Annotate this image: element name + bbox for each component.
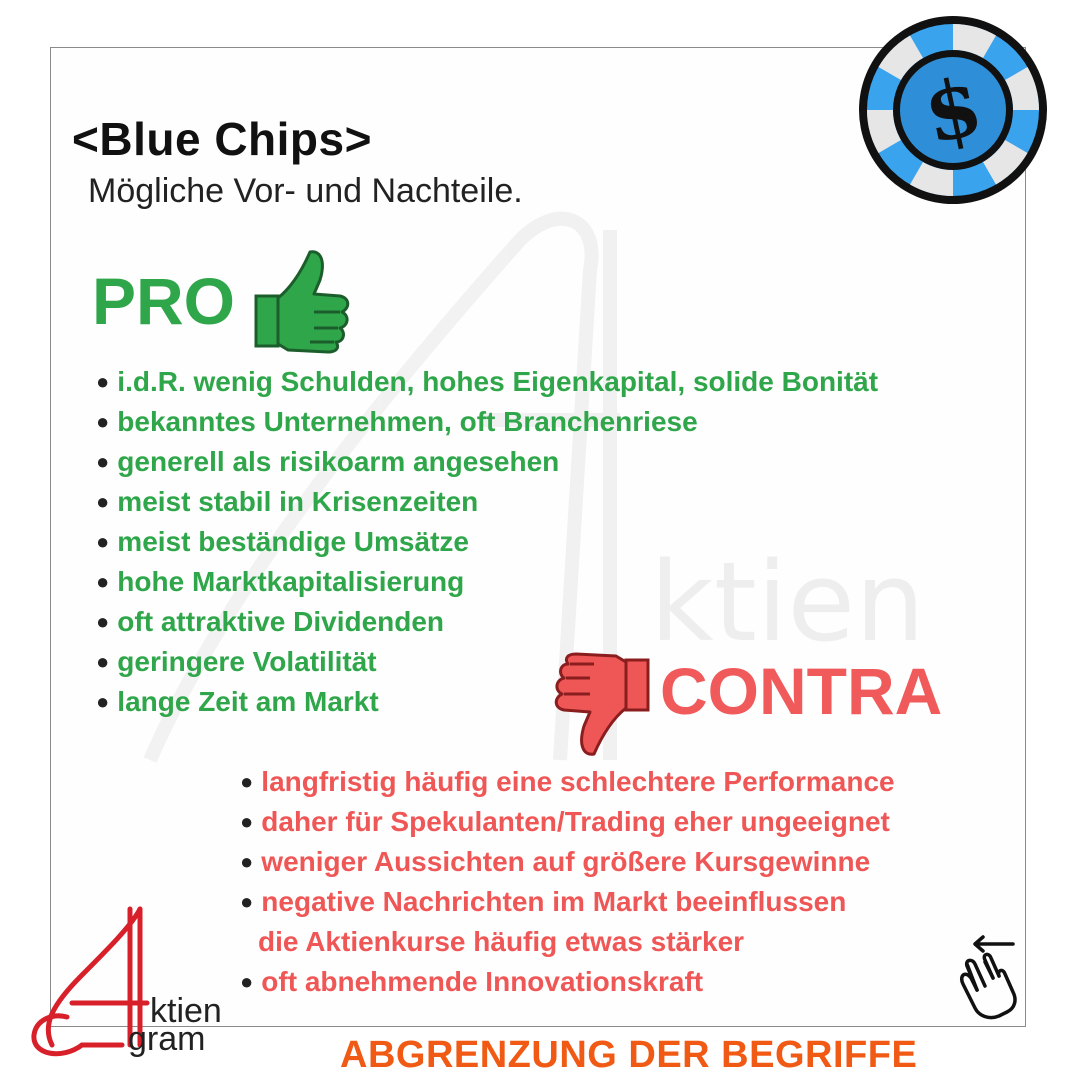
- pro-item: ● meist beständige Umsätze: [96, 526, 469, 557]
- pro-item: ● oft attraktive Dividenden: [96, 606, 445, 637]
- page-subtitle: Mögliche Vor- und Nachteile.: [88, 172, 523, 210]
- contra-list: [240, 762, 895, 1002]
- contra-item-continuation: die Aktienkurse häufig etwas stärker: [258, 926, 745, 957]
- watermark-text: ktien: [650, 538, 925, 666]
- contra-item: ● daher für Spekulanten/Trading eher ungeeignet: [240, 806, 890, 837]
- pro-item: ● meist stabil in Krisenzeiten: [96, 486, 479, 517]
- pro-item: ● i.d.R. wenig Schulden, hohes Eigenkapital, solide Bonität: [96, 366, 879, 397]
- pro-item: ● geringere Volatilität: [96, 646, 377, 677]
- pro-item: ● hohe Marktkapitalisierung: [96, 566, 465, 597]
- blue-poker-chip-dollar-icon: [855, 12, 1051, 208]
- footer-banner: ABGRENZUNG DER BEGRIFFE: [340, 1034, 918, 1076]
- pro-item: ● lange Zeit am Markt: [96, 686, 379, 717]
- pro-item: ● generell als risikoarm angesehen: [96, 446, 560, 477]
- pro-heading: PRO: [92, 264, 236, 338]
- thumbs-up-icon: [248, 246, 352, 356]
- contra-item: ● negative Nachrichten im Markt beeinflussen die Aktienkurse häufig etwas stärker: [240, 882, 895, 962]
- contra-item: ● langfristig häufig eine schlechtere Performance: [240, 766, 895, 797]
- logo-text-ktien: ktien: [150, 992, 222, 1030]
- contra-heading: CONTRA: [660, 654, 943, 728]
- logo-text-gram: gram: [128, 1020, 206, 1058]
- page-title: <Blue Chips>: [72, 113, 372, 165]
- thumbs-down-icon: [552, 650, 656, 760]
- pro-item: ● bekanntes Unternehmen, oft Branchenriese: [96, 406, 698, 437]
- contra-item: ● weniger Aussichten auf größere Kursgewinne: [240, 846, 871, 877]
- swipe-left-hand-icon[interactable]: [955, 930, 1025, 1022]
- svg-text:$: $: [916, 58, 990, 162]
- contra-item: ● oft abnehmende Innovationskraft: [240, 966, 704, 997]
